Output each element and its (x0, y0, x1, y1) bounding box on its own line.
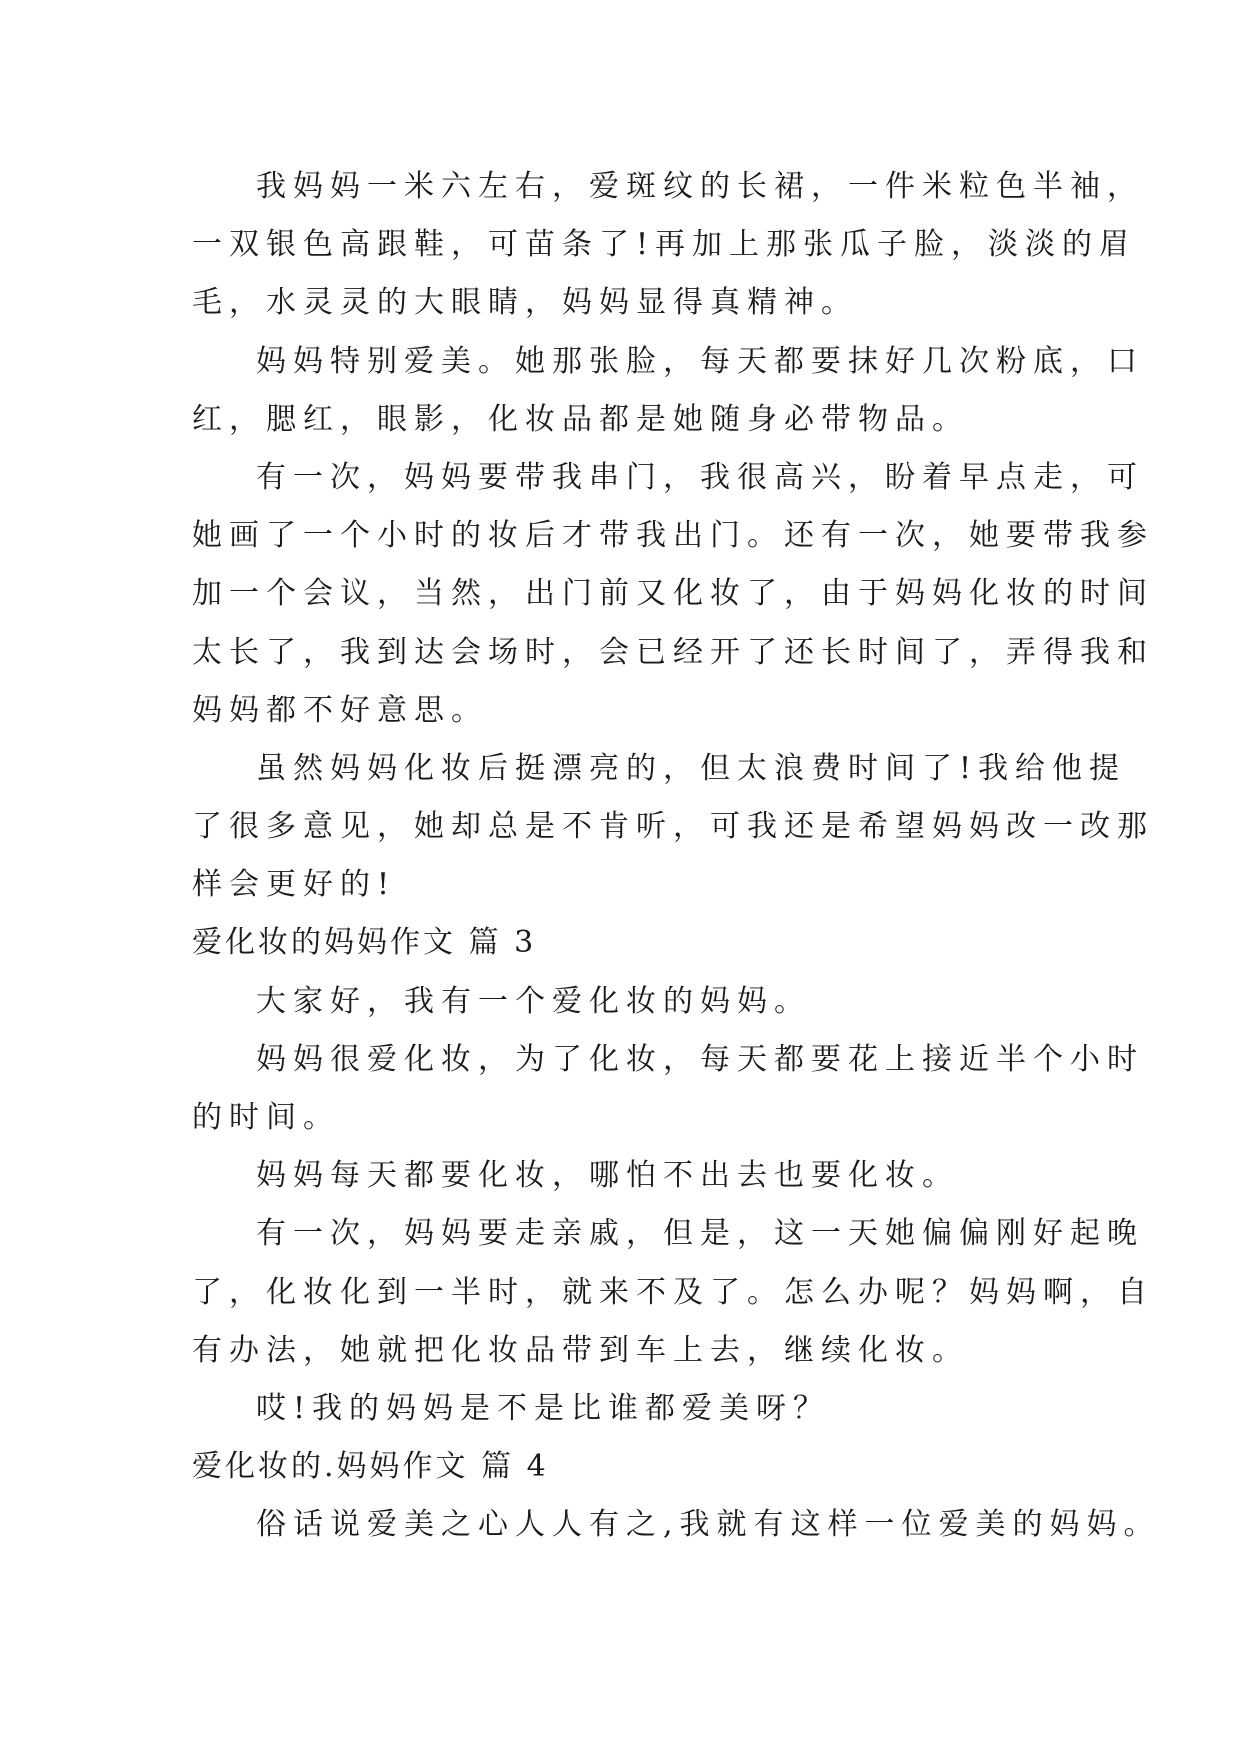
section-heading: 爱化妆的妈妈作文 篇 3 (192, 925, 537, 961)
document-page (192, 158, 1161, 1555)
body-text-line: 俗话说爱美之心人人有之,我就有这样一位爱美的妈妈。 (256, 1507, 1161, 1543)
body-text-line: 虽然妈妈化妆后挺漂亮的，但太浪费时间了!我给他提 (256, 750, 1127, 786)
body-text-line: 样会更好的! (192, 867, 397, 903)
body-text-line: 的时间。 (192, 1100, 340, 1135)
body-text-line: 大家好，我有一个爱化妆的妈妈。 (256, 983, 811, 1019)
body-text-line: 有办法，她就把化妆品带到车上去，继续化妆。 (192, 1332, 969, 1368)
body-text-line: 她画了一个小时的妆后才带我出门。还有一次，她要带我参 (192, 518, 1154, 554)
body-text-line: 加一个会议，当然，出门前又化妆了，由于妈妈化妆的时间 (192, 576, 1154, 612)
body-text-line: 妈妈每天都要化妆，哪怕不出去也要化妆。 (256, 1158, 959, 1194)
body-text-line: 了，化妆化到一半时，就来不及了。怎么办呢？妈妈啊，自 (192, 1274, 1154, 1310)
body-text-line: 有一次，妈妈要走亲戚，但是，这一天她偏偏刚好起晚 (256, 1216, 1144, 1252)
body-text-line: 妈妈特别爱美。她那张脸，每天都要抹好几次粉底，口 (256, 343, 1144, 379)
body-text-line: 有一次，妈妈要带我串门，我很高兴，盼着早点走，可 (256, 459, 1144, 495)
body-text-line: 了很多意见，她却总是不肯听，可我还是希望妈妈改一改那 (192, 809, 1154, 845)
body-text-line: 哎!我的妈妈是不是比谁都爱美呀？ (256, 1390, 831, 1426)
body-text-line: 我妈妈一米六左右，爱斑纹的长裙，一件米粒色半袖， (256, 169, 1144, 204)
body-text-line: 毛，水灵灵的大眼睛，妈妈显得真精神。 (192, 285, 858, 321)
body-text-line: 一双银色高跟鞋，可苗条了!再加上那张瓜子脸，淡淡的眉 (192, 227, 1137, 263)
section-heading: 爱化妆的.妈妈作文 篇 4 (192, 1449, 549, 1485)
body-text-line: 妈妈都不好意思。 (192, 692, 488, 728)
body-text-line: 太长了，我到达会场时，会已经开了还长时间了，弄得我和 (192, 634, 1154, 670)
body-text-line: 红，腮红，眼影，化妆品都是她随身必带物品。 (192, 401, 969, 437)
body-text-line: 妈妈很爱化妆，为了化妆，每天都要花上接近半个小时 (256, 1041, 1144, 1077)
